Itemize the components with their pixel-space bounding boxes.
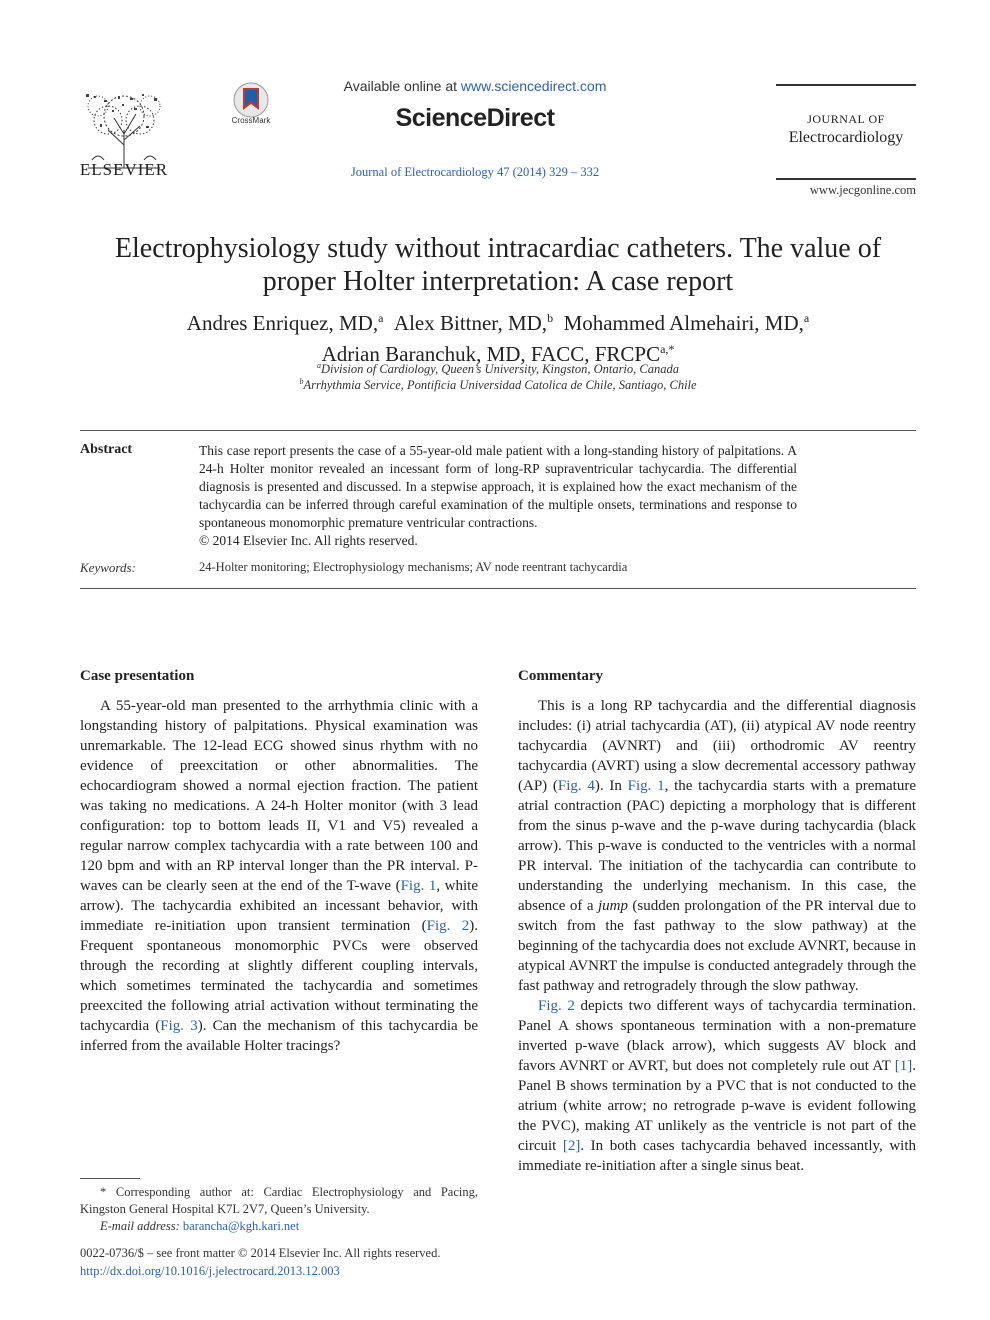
author-affil-sup: a: [803, 311, 810, 325]
email-label: E-mail address:: [100, 1219, 180, 1233]
author-affil-sup: a,*: [660, 342, 675, 356]
figure-link-fig1[interactable]: Fig. 1: [627, 778, 665, 794]
journal-masthead: [776, 112, 916, 147]
author-name[interactable]: Mohammed Almehairi, MD,: [563, 311, 804, 335]
publisher-wordmark: ELSEVIER: [79, 160, 169, 179]
author-name[interactable]: Alex Bittner, MD,: [393, 311, 548, 335]
author-name[interactable]: Adrian Baranchuk, MD, FACC, FRCPC: [321, 342, 661, 366]
reference-link-2[interactable]: [2]: [562, 1138, 581, 1154]
journal-name-line2: Electrocardiology: [788, 129, 904, 146]
body-text: , white arrow). The tachycardia exhibited an incessant behavior, with immediate re-initiation upon transient termination (: [80, 878, 479, 934]
journal-citation-link[interactable]: Journal of Electrocardiology 47 (2014) 329 – 332: [350, 165, 600, 179]
affiliation-text: Division of Cardiology, Queen’s University, Kingston, Ontario, Canada: [321, 362, 679, 377]
body-text: (sudden prolongation of the PR interval due to switch from the fast pathway to the slow pathway) at the beginning of the tachycardia does not exclude AVNRT, because in atypical AVNRT the impulse is conducted antegradely through the fast pathway and retrogradely through the slow pathway.: [518, 898, 916, 994]
reference-link-1[interactable]: [1]: [894, 1058, 913, 1074]
crossmark-label: CrossMark: [231, 116, 271, 125]
corresponding-author-footnote: [80, 1184, 478, 1235]
body-text: depicts two different ways of tachycardia termination. Panel A shows spontaneous termination with a non-premature inverted p-wave (black arrow), which suggests AV block and favors AVNRT or AVRT, but does not completely rule out AT: [518, 998, 916, 1074]
author-affil-sup: a: [378, 311, 384, 325]
affiliation-sup: a: [317, 361, 321, 370]
section-heading-case-presentation: Case presentation: [80, 668, 195, 684]
body-text: , the tachycardia starts with a premature atrial contraction (PAC) depicting a morphology that is different from the sinus p-wave and the p-wave during tachycardia (black arrow). This p-wave is conducted to the ventricles with a normal PR interval. The initiation of the tachycardia can contribute to understanding the underlying mechanism. In this case, the absence of a: [518, 778, 917, 914]
journal-masthead-rule-top: [776, 84, 916, 86]
figure-link-fig4[interactable]: Fig. 4: [557, 778, 595, 794]
figure-link-fig3[interactable]: Fig. 3: [160, 1018, 198, 1034]
corresponding-author-text: * Corresponding author at: Cardiac Electrophysiology and Pacing, Kingston General Hospital K7L 2V7, Queen’s University.: [80, 1185, 478, 1216]
affiliation-sup: b: [299, 377, 304, 386]
article-title-line1: Electrophysiology study without intracardiac catheters. The value of: [114, 233, 882, 264]
body-text: . In both cases tachycardia behaved incessantly, with immediate re-initiation after a single sinus beat.: [518, 1138, 916, 1174]
abstract-text: This case report presents the case of a 55-year-old male patient with a long-standing history of palpitations. A 24-h Holter monitor revealed an incessant form of long-RP supraventricular tachycardia. The differential diagnosis is presented and discussed. In a stepwise approach, it is explained how the exact mechanism of the tachycardia can be inferred through careful examination of the multiple onsets, terminations and response to spontaneous monomorphic premature ventricular contractions.: [199, 443, 797, 530]
keywords-text: 24-Holter monitoring; Electrophysiology mechanisms; AV node reentrant tachycardia: [199, 560, 628, 574]
author-name[interactable]: Andres Enriquez, MD,: [186, 311, 379, 335]
issn-front-matter: 0022-0736/$ – see front matter © 2014 Elsevier Inc. All rights reserved.: [80, 1246, 441, 1260]
journal-name-line1: JOURNAL OF: [807, 112, 885, 126]
journal-masthead-rule-bottom: [776, 178, 916, 180]
body-text: This is a long RP tachycardia and the differential diagnosis includes: (i) atrial tachycardia (AT), (ii) atypical AV node reentry tachycardia (AVNRT) and (iii) orthodromic AV reentry tachycardia (AVRT) using a slow decremental accessory pathway (AP) (: [518, 698, 916, 794]
left-column: [80, 666, 478, 1056]
figure-link-fig1[interactable]: Fig. 1: [400, 878, 437, 894]
body-text: ). In: [594, 778, 628, 794]
case-presentation-paragraph: [80, 696, 478, 1056]
emphasis-jump: jump: [597, 898, 628, 914]
author-list: [80, 305, 916, 367]
figure-link-fig2[interactable]: Fig. 2: [426, 918, 470, 934]
journal-url[interactable]: www.jecgonline.com: [809, 183, 916, 197]
affiliation-b: [80, 377, 916, 393]
doi-link[interactable]: http://dx.doi.org/10.1016/j.jelectrocard.2013.12.003: [80, 1264, 340, 1278]
section-heading-commentary: Commentary: [518, 668, 603, 684]
article-title-line2: proper Holter interpretation: A case report: [262, 266, 734, 297]
figure-link-fig2[interactable]: Fig. 2: [538, 998, 575, 1014]
affiliation-text: Arrhythmia Service, Pontificia Universidad Catolica de Chile, Santiago, Chile: [303, 378, 697, 393]
abstract-rule-top: [80, 430, 916, 431]
author-affil-sup: b: [547, 311, 554, 325]
affiliation-a: [80, 361, 916, 377]
body-text: A 55-year-old man presented to the arrhythmia clinic with a longstanding history of palpitations. Physical examination was unremarkable. The 12-lead ECG showed sinus rhythm with no evidence of preexcitation or other abnormalities. The echocardiogram showed a normal ejection fraction. The patient was taking no medications. A 24-h Holter monitor (with 3 lead configuration: top to bottom leads II, V1 and V5) revealed a regular narrow complex tachycardia with a rate between 100 and 120 bpm and with an RP interval longer than the PR interval. P-waves can be clearly seen at the end of the T-wave (: [80, 698, 478, 894]
platform-title: ScienceDirect: [395, 104, 555, 132]
commentary-paragraph-2: [518, 996, 916, 1176]
commentary-paragraph-1: [518, 696, 916, 996]
email-link[interactable]: barancha@kgh.kari.net: [182, 1219, 300, 1233]
footnote-rule: [80, 1178, 140, 1179]
available-online-line: [300, 78, 650, 94]
email-line: [80, 1218, 478, 1235]
keywords-label: Keywords:: [80, 560, 136, 575]
right-column: [518, 666, 916, 1176]
abstract-copyright: © 2014 Elsevier Inc. All rights reserved.: [199, 533, 418, 548]
abstract-label: Abstract: [80, 442, 133, 457]
abstract-body: [199, 442, 797, 550]
sciencedirect-link[interactable]: www.sciencedirect.com: [460, 78, 607, 94]
available-online-prefix: Available online at: [343, 78, 461, 94]
body-text: . Panel B shows termination by a PVC that is not conducted to the atrium (white arrow; no retrograde p-wave is evident following the PVC), making AT unlikely as the ventricle is not part of the circuit: [518, 1058, 916, 1154]
body-text: ). Can the mechanism of this tachycardia be inferred from the available Holter tracings?: [80, 1018, 478, 1054]
abstract-rule-bottom: [80, 588, 916, 589]
body-text: ). Frequent spontaneous monomorphic PVCs were observed through the recording at slightly different coupling intervals, which sometimes terminated the tachycardia and sometimes preexcited the following atrial activation without terminating the tachycardia (: [80, 918, 478, 1034]
article-title: [80, 232, 916, 298]
